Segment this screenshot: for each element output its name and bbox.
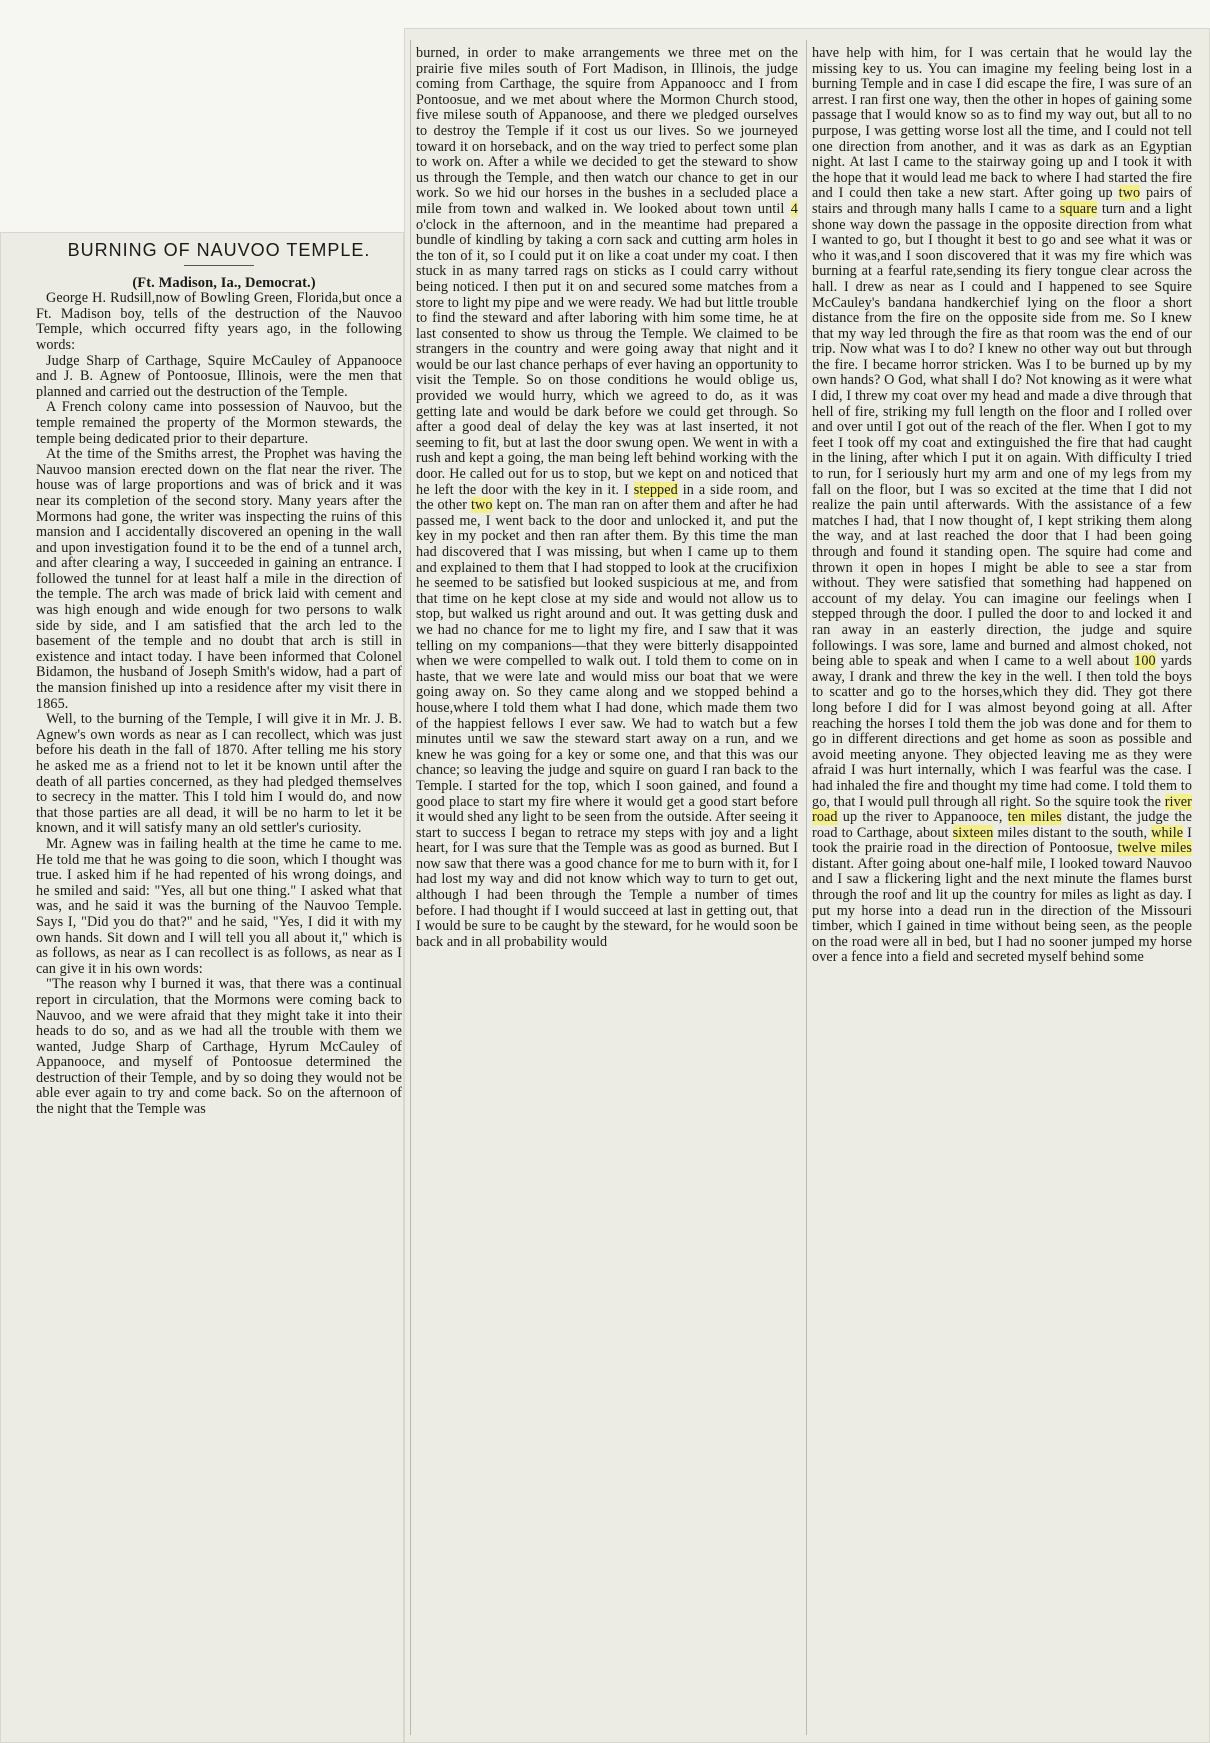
paragraph: Mr. Agnew was in failing health at the time he came to me. He told me that he was going to die soon, which I thought was true. I asked him if he had repented of his wrong doings, and he smiled and said: "Yes, all but one thing." I asked what that was, and he said it was the burning of the Nauvoo Temple. Says I, "Did you do that?" and he said, "Yes, I did it with my own hands. Sit down and I will tell you all about it," which is as follows, as near as I can recollect is as follows, as near as I can give it in his own words: (36, 835, 402, 977)
text-run: distant. After going about one-half mile, I looked toward Nauvoo and I saw a flickering light and the next minute the flames burst through the roof and lit up the country for miles as light as day. I put my horse into a dead run in the direction of the Missouri timber, which I gained in time without being seen, as the people on the road were all in bed, but I had no sooner jumped my horse over a fence into a field and secreted myself behind some (812, 855, 1192, 966)
text-run: o'clock in the afternoon, and in the meantime had prepared a bundle of kindling by taking a corn sack and cutting arm holes in the ton of it, so I could put it on like a coat under my coat. I then stuck in as many tarred rags on sticks as I could carry without being noticed. I then put it on and secured some matches from a store to light my pipe and we were ready. We had but little trouble to find the steward and after laboring with him some time, he at last consented to show us throug the Temple. We claimed to be strangers in the country and were going away that night and it would be our last chance perhaps of ever having an opportunity to visit the Temple. So on those conditions he would oblige us, provided we would hurry, which we agreed to do, as it was getting late and would be dark before we could get through. So after a good deal of delay the key was at last inserted, it not seeming to fit, but at last the door swung open. We went in with a rush and kept a going, the man being left behind working with the door. He called out for us to stop, but we kept on and noticed that he left the door with the key in it. I (416, 216, 798, 498)
paragraph (416, 46, 798, 950)
article-column-3 (812, 46, 1192, 1736)
headline-rule (184, 265, 254, 266)
highlighted-text: stepped (633, 481, 678, 498)
highlighted-text: two (470, 497, 493, 514)
article-column-2 (416, 46, 798, 1736)
text-run: burned, in order to make arrangements we three met on the prairie five miles south of Fort Madison, in Illinois, the judge coming from Carthage, the squire from Appanoocc and I from Pontoosue, and we met about where the Mormon Church stood, five milese south of Appanoose, and there we pledged ourselves to destroy the Temple if it cost us our lives. So we journeyed toward it on horseback, and on the way tried to perfect some plan to work on. After a while we decided to get the steward to show us through the Temple, and then watch our chance to get in our work. So we hid our horses in the bushes in a secluded place a mile from town and walked in. We looked about town until (416, 46, 798, 217)
paragraph: "The reason why I burned it was, that there was a continual report in circulation, that the Mormons were coming back to Nauvoo, and we were afraid that they might take it into their heads to do so, and as we had all the trouble with them we wanted, Judge Sharp of Carthage, Hyrum McCauley of Appanooce, and myself of Pontoosue determined the destruction of their Temple, and by so doing they would not be able ever again to try and come back. So on the afternoon of the night that the Temple was (36, 976, 402, 1118)
paragraph: A French colony came into possession of Nauvoo, but the temple remained the property of the Mormon stewards, the temple being dedicated prior to their departure. (36, 399, 402, 447)
paragraph: At the time of the Smiths arrest, the Prophet was having the Nauvoo mansion erected down on the flat near the river. The house was of large proportions and was of brick and it was near its completion of the second story. Many years after the Mormons had gone, the writer was inspecting the ruins of this mansion and I accidentally discovered an opening in the wall and upon investigation found it to be the end of a tunnel arch, and after clearing a way, I succeeded in gaining an entrance. I followed the tunnel for at least half a mile in the direction of the temple. The arch was made of brick laid with cement and was high enough and wide enough for two persons to walk side by side, and I am satisfied that the arch led to the basement of the temple and no doubt that arch is still in existence and intact today. I have been informed that Colonel Bidamon, the husband of Joseph Smith's widow, had a part of the mansion finished up into a residence after my visit there in 1865. (36, 446, 402, 712)
column-divider (410, 40, 411, 1735)
text-run: have help with him, for I was certain that he would lay the missing key to us. You can imagine my feeling being lost in a burning Temple and in case I did escape the fire, I was sure of an arrest. I ran first one way, then the other in hopes of gaining some passage that I would know so as to find my way out, but all to no purpose, I was getting worse lost all the time, and I could not tell one direction from another, and it was as dark as an Egyptian night. At last I came to the stairway going up and I took it with the hope that it would lead me back to where I had started the fire and I could then take a new start. After going up (812, 46, 1192, 202)
highlighted-text: while (1151, 824, 1184, 841)
text-run: kept on. The man ran on after them and after he had passed me, I went back to the door and unlocked it, and put the key in my pocket and then ran after them. By this time the man had discovered that I was missing, but when I came up to them and explained to them that I had stopped to look at the crucifixion he seemed to be satisfied but looked suspicious at me, and from that time on he kept close at my side and would not allow us to stop, but walked us right around and out. It was getting dusk and we had no chance for me to light my fire, and I saw that it was telling on my companions—that they were bitterly disappointed when we were compelled to walk out. I told them to come on in haste, that we were late and would miss our boat that we were going away on. So they came along and we stopped behind a house,where I told them what I had done, which made them two of the happiest fellows I ever saw. We had to watch but a few minutes until we saw the steward start away on a run, and we knew he was going for a key or some one, and that this was our chance; so leaving the judge and squire on guard I ran back to the Temple. I started for the top, which I soon gained, and found a good place to start my fire where it would get a good start before it would shed any light to be seen from the outside. After seeing it start to success I began to retrace my steps with joy and a light heart, for I was sure that the Temple was as good as burned. But I now saw that there was a good chance for me to burn with it, for I had lost my way and did not know which way to turn to get out, although I had been through the Temple a number of times before. I had thought if I would succeed at last in getting out, that I would be sure to be caught by the steward, for he would soon be back and in all probability would (416, 497, 798, 950)
paragraph (812, 46, 1192, 966)
text-run: miles distant to the south, (993, 824, 1152, 841)
paragraph: George H. Rudsill,now of Bowling Green, Florida,but once a Ft. Madison boy, tells of the destruction of the Nauvoo Temple, which occurred fifty years ago, in the following words: (36, 290, 402, 353)
text-run: up the river to Appanooce, (837, 809, 1008, 826)
highlighted-text: square (1059, 200, 1098, 217)
text-run: pairs of stairs and through many halls I came to a (812, 185, 1192, 217)
highlighted-text: 100 (1134, 653, 1156, 670)
column-divider (806, 40, 807, 1735)
text-run: I took the prairie road in the direction of Pontoosue, (812, 824, 1192, 857)
highlighted-text: two (1118, 185, 1141, 202)
article-column-1 (36, 243, 402, 1737)
highlighted-text: sixteen (952, 824, 994, 841)
highlighted-text: 4 (790, 200, 798, 217)
highlighted-text: river road (812, 793, 1192, 826)
paragraph: Well, to the burning of the Temple, I will give it in Mr. J. B. Agnew's own words as near as I can recollect, which was just before his death in the fall of 1870. After telling me his story he asked me as a friend not to let it be known until after the death of all parties concerned, as they had pledged themselves to secrecy in the matter. This I told him I would do, and now that those parties are all dead, it will be no harm to let it be known, and it will satisfy many an old settler's curiosity. (36, 711, 402, 837)
text-run: turn and a light shone way down the passage in the opposite direction from what I wanted to go, but I thought it best to go and see what it was or who it was,and I soon discovered that it was my fire which was burning at a fearful rate,sending its fiery tongue clear across the hall. I drew as near as I could and I happened to see Squire McCauley's bandana handkerchief lying on the floor a short distance from the fire on the opposite side from me. So I knew that my way led through the fire as that room was the end of our trip. Now what was I to do? I knew no other way out but through the fire. I became horror stricken. Was I to be burned up by my own hands? O God, what shall I do? Not knowing as it were what I did, I threw my coat over my head and made a dive through that hell of fire, striking my full length on the floor and I rolled over and over until I got out of the reach of the fler. When I got to my feet I took off my coat and extinguished the fire that had caught in the lining, after which I put it on again. With difficulty I tried to run, for I seriously hurt my arm and one of my legs from my fall on the floor, but I was so excited at the time that I did not realize the pain until afterwards. With the assistance of a few matches I had, that I now thought of, I kept striking them along the way, and at last reached the door that I had been going through and found it standing open. The squire had come and thrown it open in hopes I might be able to see a star from without. They were satisfied that something had happened on account of my delay. You can imagine our feelings when I stepped through the door. I pulled the door to and locked it and ran away in an easterly direction, the judge and squire followings. I was sore, lame and burned and almost choked, not being able to speak and when I came to a well about (812, 200, 1192, 670)
paragraph: Judge Sharp of Carthage, Squire McCauley of Appanooce and J. B. Agnew of Pontoosue, Illinois, were the men that planned and carried out the destruction of the Temple. (36, 352, 402, 400)
article-headline: BURNING OF NAUVOO TEMPLE. (67, 243, 371, 260)
article-source: (Ft. Madison, Ia., Democrat.) (132, 274, 316, 291)
text-run: distant, the judge the road to Carthage, about (812, 809, 1192, 841)
text-run: yards away, I drank and threw the key in the well. I then told the boys to scatter and go to the horses,which they did. They got there long before I did for I was almost beyond going at all. After reaching the horses I told them the job was done and for them to go in different directions and get home as soon as possible and avoid meeting anyone. They objected leaving me as they were afraid I was hurt internally, which I was fearful was the case. I had inhaled the fire and thought my time had come. I told them to go, that I would pull through all right. So the squire took the (812, 653, 1192, 810)
highlighted-text: ten miles (1007, 809, 1062, 826)
text-run: in a side room, and the other (416, 481, 798, 514)
highlighted-text: twelve miles (1117, 840, 1192, 857)
